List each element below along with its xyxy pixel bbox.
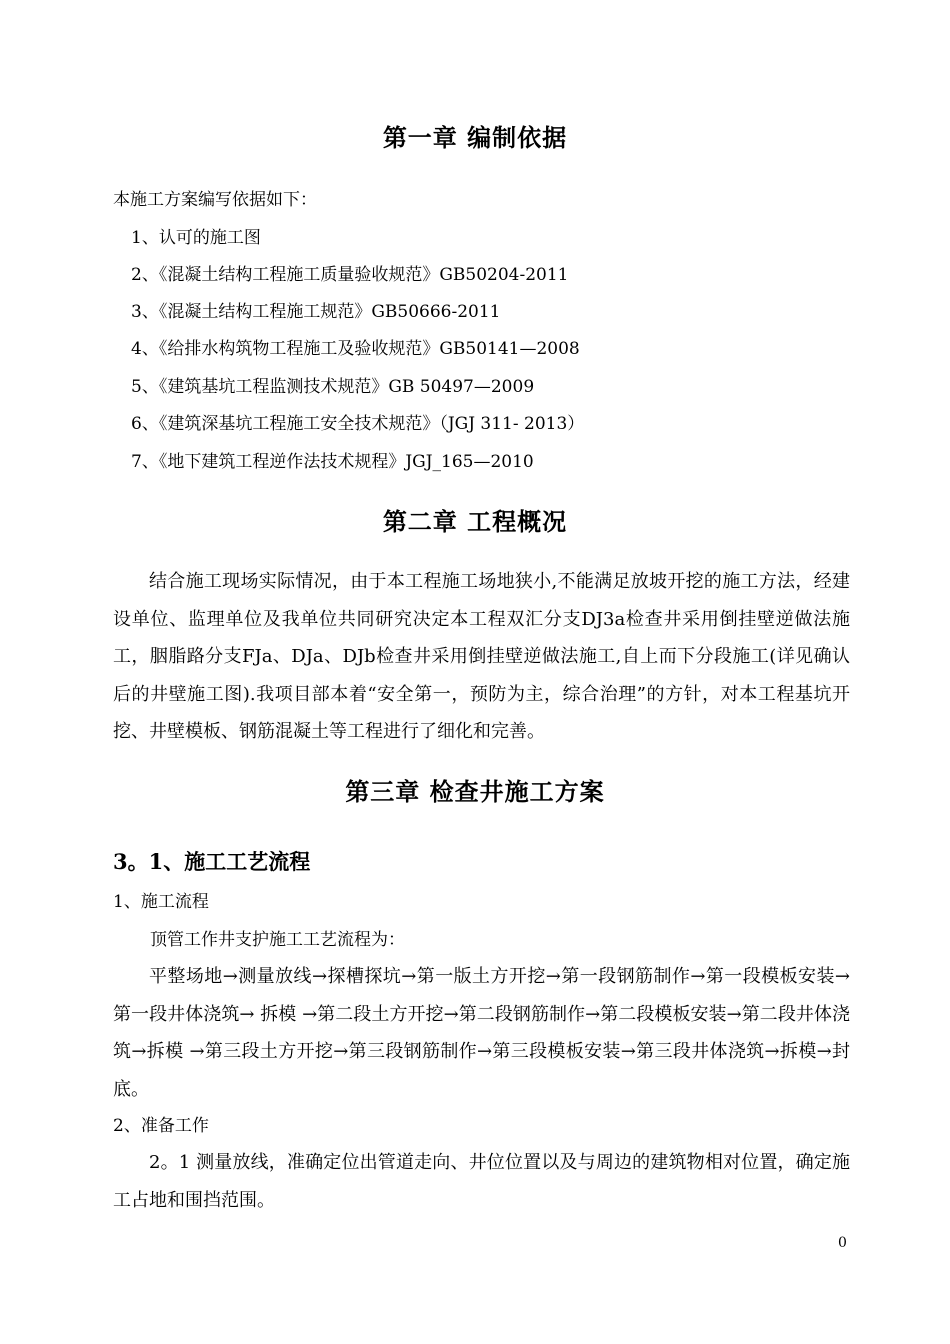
reference-item: 7、《地下建筑工程逆作法技术规程》JGJ_165—2010 bbox=[131, 452, 534, 472]
item-1-intro: 顶管工作井支护施工工艺流程为： bbox=[150, 930, 405, 950]
page-number: 0 bbox=[838, 1235, 847, 1251]
item-1-label: 1、施工流程 bbox=[113, 892, 209, 912]
item-2-1-paragraph: 2。1 测量放线，准确定位出管道走向、井位位置以及与周边的建筑物相对位置，确定施工占地和围挡范围。 bbox=[113, 1152, 850, 1211]
chapter-1-title: 第一章 编制依据 bbox=[382, 123, 568, 152]
section-3-1-heading: 3。1、施工工艺流程 bbox=[113, 849, 311, 874]
item-2-label: 2、准备工作 bbox=[113, 1116, 209, 1136]
reference-item: 3、《混凝土结构工程施工规范》GB50666-2011 bbox=[131, 302, 501, 322]
chapter-1-intro: 本施工方案编写依据如下： bbox=[113, 190, 317, 210]
chapter-3-title: 第三章 检查井施工方案 bbox=[345, 777, 605, 806]
chapter-2-title: 第二章 工程概况 bbox=[382, 507, 568, 536]
project-overview-paragraph: 结合施工现场实际情况，由于本工程施工场地狭小,不能满足放坡开挖的施工方法，经建设单位、监理单位及我单位共同研究决定本工程双汇分支DJ3a检查井采用倒挂壁逆做法施工，胭脂路分支FJa、DJa、DJb检查井采用倒挂壁逆做法施工,自上而下分段施工(详见确认后的井壁施工图).我项目部本着“安全第一，预防为主，综合治理”的方针，对本工程基坑开挖、井壁模板、钢筋混凝土等工程进行了细化和完善。 bbox=[113, 571, 850, 742]
reference-item: 2、《混凝土结构工程施工质量验收规范》GB50204-2011 bbox=[131, 265, 569, 285]
process-flow-paragraph: 平整场地→测量放线→探槽探坑→第一版土方开挖→第一段钢筋制作→第一段模板安装→第一段井体浇筑→ 拆模 →第二段土方开挖→第二段钢筋制作→第二段模板安装→第二段井体浇筑→拆模 →第三段土方开挖→第三段钢筋制作→第三段模板安装→第三段井体浇筑→拆模→封底。 bbox=[113, 966, 850, 1100]
reference-item: 5、《建筑基坑工程监测技术规范》GB 50497—2009 bbox=[131, 377, 535, 397]
reference-item: 6、《建筑深基坑工程施工安全技术规范》（JGJ 311- 2013） bbox=[131, 414, 585, 434]
reference-item: 4、《给排水构筑物工程施工及验收规范》GB50141—2008 bbox=[131, 339, 580, 359]
reference-item: 1、认可的施工图 bbox=[131, 228, 261, 248]
